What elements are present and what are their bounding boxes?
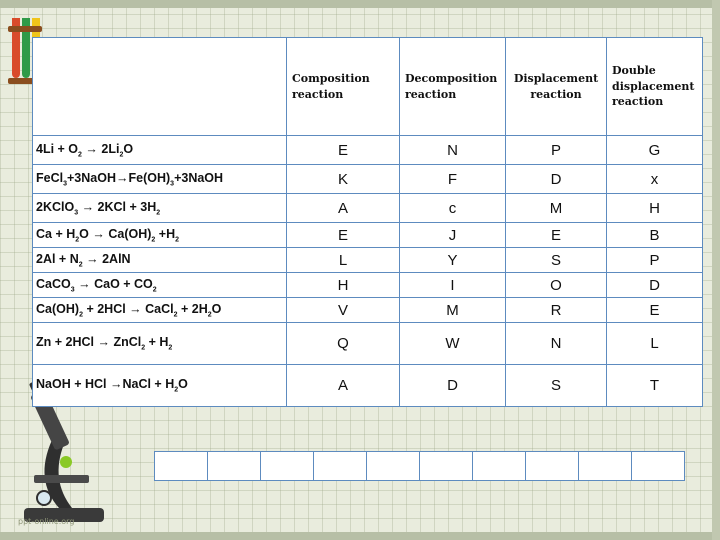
reaction-equation: Zn + 2HCl → ZnCl$_2$ + $H_2$	[33, 323, 287, 365]
code-letter: T	[607, 365, 703, 407]
code-letter: R	[506, 298, 607, 323]
code-letter: c	[400, 194, 506, 223]
code-letter: Q	[287, 323, 400, 365]
reaction-equation: 2KClO$_3$ → $2KCl + 3H_2$	[33, 194, 287, 223]
answer-box[interactable]	[313, 451, 367, 481]
table-row	[33, 248, 703, 273]
code-letter: J	[400, 223, 506, 248]
code-letter: x	[607, 165, 703, 194]
code-letter: P	[506, 136, 607, 165]
table-row	[33, 223, 703, 248]
code-letter: E	[607, 298, 703, 323]
code-letter: F	[400, 165, 506, 194]
code-letter: V	[287, 298, 400, 323]
answer-box[interactable]	[366, 451, 420, 481]
table-row	[33, 365, 703, 407]
watermark-text: ppt-online.org	[18, 517, 75, 526]
frame-right	[712, 0, 720, 540]
header-double-displacement: Double displacement reaction	[607, 38, 703, 136]
table-row	[33, 298, 703, 323]
header-displacement: Displacement reaction	[506, 38, 607, 136]
code-letter: E	[506, 223, 607, 248]
code-letter: L	[607, 323, 703, 365]
reaction-equation: $2Al + N_2 \to 2AlN$	[33, 248, 287, 273]
code-letter: E	[287, 223, 400, 248]
code-letter: L	[287, 248, 400, 273]
code-letter: I	[400, 273, 506, 298]
reaction-equation: NaOH + HCl →NaCl + $H_2O$	[33, 365, 287, 407]
code-letter: A	[287, 365, 400, 407]
code-letter: N	[400, 136, 506, 165]
answer-box[interactable]	[631, 451, 685, 481]
code-letter: D	[400, 365, 506, 407]
code-letter: N	[506, 323, 607, 365]
header-composition: Composition reaction	[287, 38, 400, 136]
table-row	[33, 165, 703, 194]
code-letter: G	[607, 136, 703, 165]
code-letter: O	[506, 273, 607, 298]
answer-box[interactable]	[472, 451, 526, 481]
answer-box[interactable]	[578, 451, 632, 481]
frame-bottom	[0, 532, 720, 540]
table-body	[33, 136, 703, 407]
code-letter: D	[607, 273, 703, 298]
reaction-equation: $Ca(OH)_2 + 2HCl$ → CaCl$_2$ + $2H_2O$	[33, 298, 287, 323]
reaction-table	[32, 37, 703, 407]
code-letter: B	[607, 223, 703, 248]
table-row	[33, 323, 703, 365]
code-letter: A	[287, 194, 400, 223]
code-letter: K	[287, 165, 400, 194]
code-letter: W	[400, 323, 506, 365]
reaction-equation: $Ca + H_2O \to Ca(OH)_2 +H_2$	[33, 223, 287, 248]
code-letter: D	[506, 165, 607, 194]
code-letter: Y	[400, 248, 506, 273]
code-letter: M	[400, 298, 506, 323]
reaction-equation: $4Li + O_2 \to 2Li_2O$	[33, 136, 287, 165]
reaction-equation: CaCO$_3$ → CaO + $CO_2$	[33, 273, 287, 298]
code-letter: H	[607, 194, 703, 223]
code-letter: S	[506, 365, 607, 407]
code-letter: H	[287, 273, 400, 298]
answer-box[interactable]	[154, 451, 208, 481]
code-letter: S	[506, 248, 607, 273]
rack-bar-top	[8, 26, 42, 32]
frame-top	[0, 0, 720, 8]
header-decomposition: Decomposition reaction	[400, 38, 506, 136]
answer-box[interactable]	[419, 451, 473, 481]
answer-box[interactable]	[207, 451, 261, 481]
answer-box[interactable]	[525, 451, 579, 481]
answer-boxes	[155, 451, 685, 481]
code-letter: E	[287, 136, 400, 165]
code-letter: M	[506, 194, 607, 223]
reaction-equation: $FeCl_3+3NaOH\to Fe(OH)_3+3NaOH$	[33, 165, 287, 194]
table-row	[33, 136, 703, 165]
table-row	[33, 194, 703, 223]
answer-box[interactable]	[260, 451, 314, 481]
table-row	[33, 273, 703, 298]
code-letter: P	[607, 248, 703, 273]
header-corner	[33, 38, 287, 136]
header-row	[33, 38, 703, 136]
